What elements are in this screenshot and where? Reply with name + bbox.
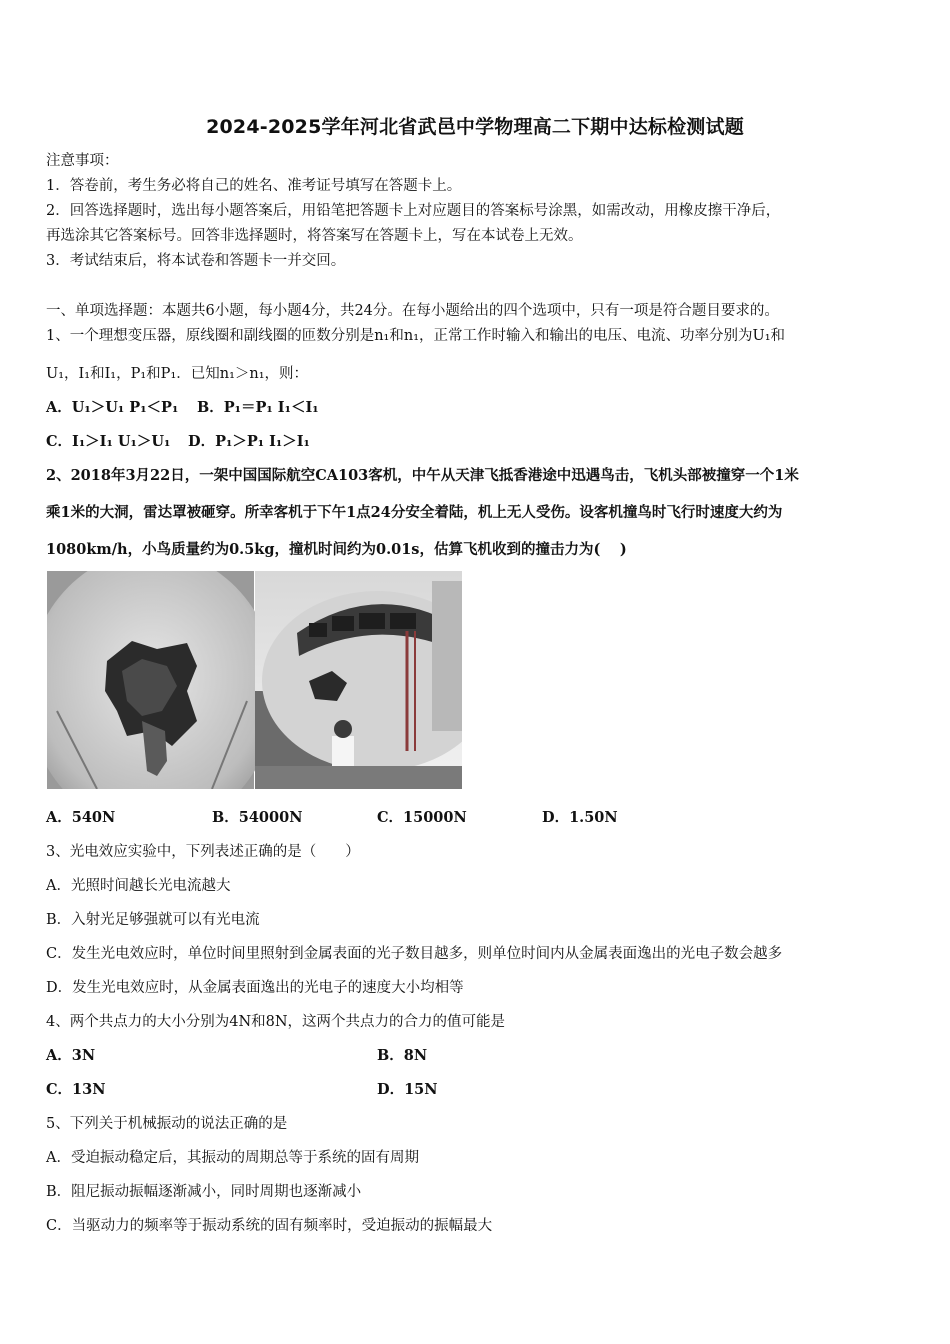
notice-item: 1．答卷前，考生务必将自己的姓名、准考证号填写在答题卡上。 (46, 178, 462, 194)
q5-option-c: C．当驱动力的频率等于振动系统的固有频率时，受迫振动的振幅最大 (46, 1218, 493, 1234)
notice-item: 3．考试结束后，将本试卷和答题卡一并交回。 (46, 253, 346, 269)
question-4-stem: 4、两个共点力的大小分别为4N和8N，这两个共点力的合力的值可能是 (46, 1014, 506, 1030)
q4-option-c: C．13N (46, 1081, 106, 1098)
q1-option-d: D．P₁＞P₁ I₁＞I₁ (188, 433, 310, 450)
q4-option-a: A．3N (46, 1047, 96, 1064)
q4-option-d: D．15N (377, 1081, 438, 1098)
aircraft-damage-photo (47, 571, 462, 789)
q3-option-b: B．入射光足够强就可以有光电流 (46, 912, 260, 928)
q1-option-b: B．P₁＝P₁ I₁＜I₁ (197, 399, 319, 416)
notice-heading: 注意事项： (46, 153, 119, 169)
question-2-stem-cont: 乘1米的大洞，雷达罩被砸穿。所幸客机于下午1点24分安全着陆，机上无人受伤。设客机撞鸟时飞行时速度大约为 (46, 504, 783, 521)
notice-item: 再选涂其它答案标号。回答非选择题时，将答案写在答题卡上，写在本试卷上无效。 (46, 228, 583, 244)
q5-option-a: A．受迫振动稳定后，其振动的周期总等于系统的固有周期 (46, 1150, 419, 1166)
q2-option-d: D．1.50N (542, 809, 618, 826)
question-3-stem: 3、光电效应实验中，下列表述正确的是（ ） (46, 844, 360, 860)
question-5-stem: 5、下列关于机械振动的说法正确的是 (46, 1116, 288, 1132)
question-1-stem-cont: U₁，I₁和I₁，P₁和P₁．已知n₁＞n₁，则： (46, 366, 309, 382)
q1-option-c: C．I₁＞I₁ U₁＞U₁ (46, 433, 171, 450)
q5-option-b: B．阻尼振动振幅逐渐减小，同时周期也逐渐减小 (46, 1184, 362, 1200)
question-2-stem-cont: 1080km/h，小鸟质量约为0.5kg，撞机时间约为0.01s，估算飞机收到的撞击力为( ) (46, 541, 627, 558)
question-2-stem: 2、2018年3月22日，一架中国国际航空CA103客机，中午从天津飞抵香港途中迅遇鸟击，飞机头部被撞穿一个1米 (46, 467, 799, 484)
exam-title: 2024-2025学年河北省武邑中学物理高二下期中达标检测试题 (206, 116, 744, 138)
question-1-stem: 1、一个理想变压器，原线圈和副线圈的匝数分别是n₁和n₁，正常工作时输入和输出的电压、电流、功率分别为U₁和 (46, 328, 786, 344)
q2-option-c: C．15000N (377, 809, 467, 826)
q3-option-d: D．发生光电效应时，从金属表面逸出的光电子的速度大小均相等 (46, 980, 464, 996)
q3-option-c: C．发生光电效应时，单位时间里照射到金属表面的光子数目越多，则单位时间内从金属表面逸出的光电子数会越多 (46, 946, 783, 962)
q2-option-b: B．54000N (212, 809, 303, 826)
q4-option-b: B．8N (377, 1047, 428, 1064)
notice-item: 2．回答选择题时，选出每小题答案后，用铅笔把答题卡上对应题目的答案标号涂黑，如需改动，用橡皮擦干净后， (46, 203, 781, 219)
section-heading: 一、单项选择题：本题共6小题，每小题4分，共24分。在每小题给出的四个选项中，只有一项是符合题目要求的。 (46, 303, 779, 319)
q1-option-a: A．U₁＞U₁ P₁＜P₁ (46, 399, 179, 416)
q3-option-a: A．光照时间越长光电流越大 (46, 878, 231, 894)
q2-option-a: A．540N (46, 809, 116, 826)
